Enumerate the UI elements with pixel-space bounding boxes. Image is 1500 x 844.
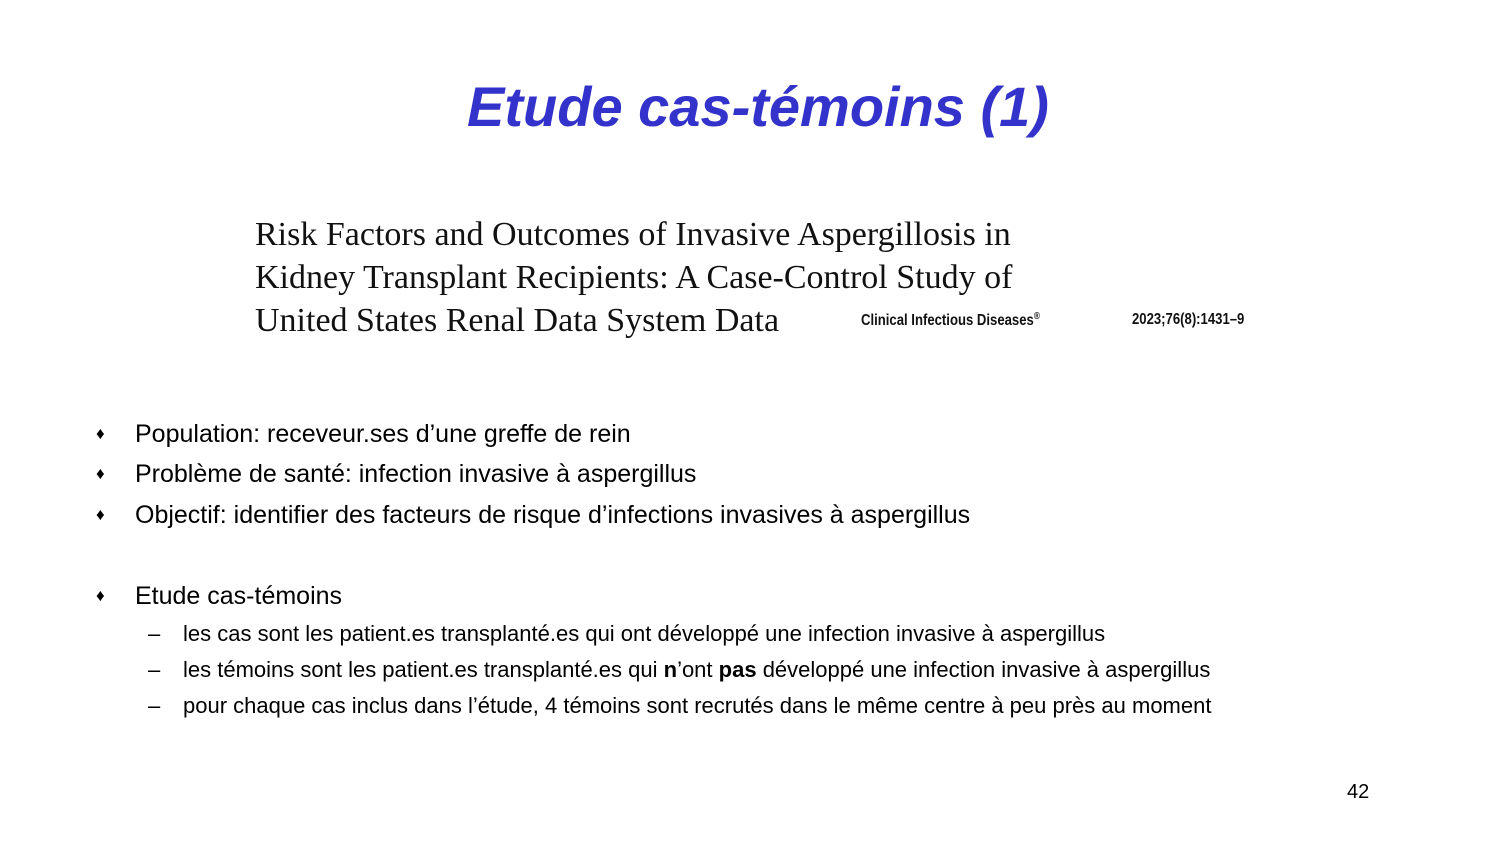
bold-text-run: n (663, 657, 678, 682)
diamond-bullet-icon: ♦ (96, 505, 105, 524)
text-run: ’ont (677, 657, 719, 682)
text-run: développé une infection invasive à aspergillus (756, 657, 1211, 682)
diamond-bullet-icon: ♦ (96, 424, 105, 443)
bullet-text: Problème de santé: infection invasive à aspergillus (135, 460, 697, 488)
article-title-line: United States Renal Data System Data (255, 302, 780, 339)
bullet-text: Objectif: identifier des facteurs de risque d’infections invasives à aspergillus (135, 501, 971, 529)
diamond-bullet-icon: ♦ (96, 464, 105, 483)
sub-bullet-text: les cas sont les patient.es transplanté.es qui ont développé une infection invasive à aspergillus (183, 621, 1106, 646)
registered-mark: ® (1033, 311, 1040, 322)
sub-bullet-text: pour chaque cas inclus dans l’étude, 4 témoins sont recrutés dans le même centre à peu près au moment (183, 693, 1212, 718)
dash-bullet-icon: – (148, 693, 161, 718)
bullet-text: Etude cas-témoins (135, 582, 343, 610)
bold-text-run: pas (718, 657, 757, 682)
page-number: 42 (1347, 781, 1370, 803)
article-title-line: Kidney Transplant Recipients: A Case-Control Study of (255, 259, 1013, 296)
dash-bullet-icon: – (148, 657, 161, 682)
sub-bullet-text (183, 656, 1210, 684)
diamond-bullet-icon: ♦ (96, 586, 105, 605)
journal-citation: 2023;76(8):1431–9 (1132, 311, 1245, 328)
slide-title: Etude cas-témoins (1) (467, 75, 1049, 138)
article-title-line: Risk Factors and Outcomes of Invasive Aspergillosis in (255, 216, 1011, 253)
journal-name (861, 311, 1040, 330)
journal-label: Clinical Infectious Diseases (861, 312, 1034, 329)
dash-bullet-icon: – (148, 621, 161, 646)
text-run: les témoins sont les patient.es transplanté.es qui (183, 657, 664, 682)
bullet-text: Population: receveur.ses d’une greffe de rein (135, 420, 631, 448)
